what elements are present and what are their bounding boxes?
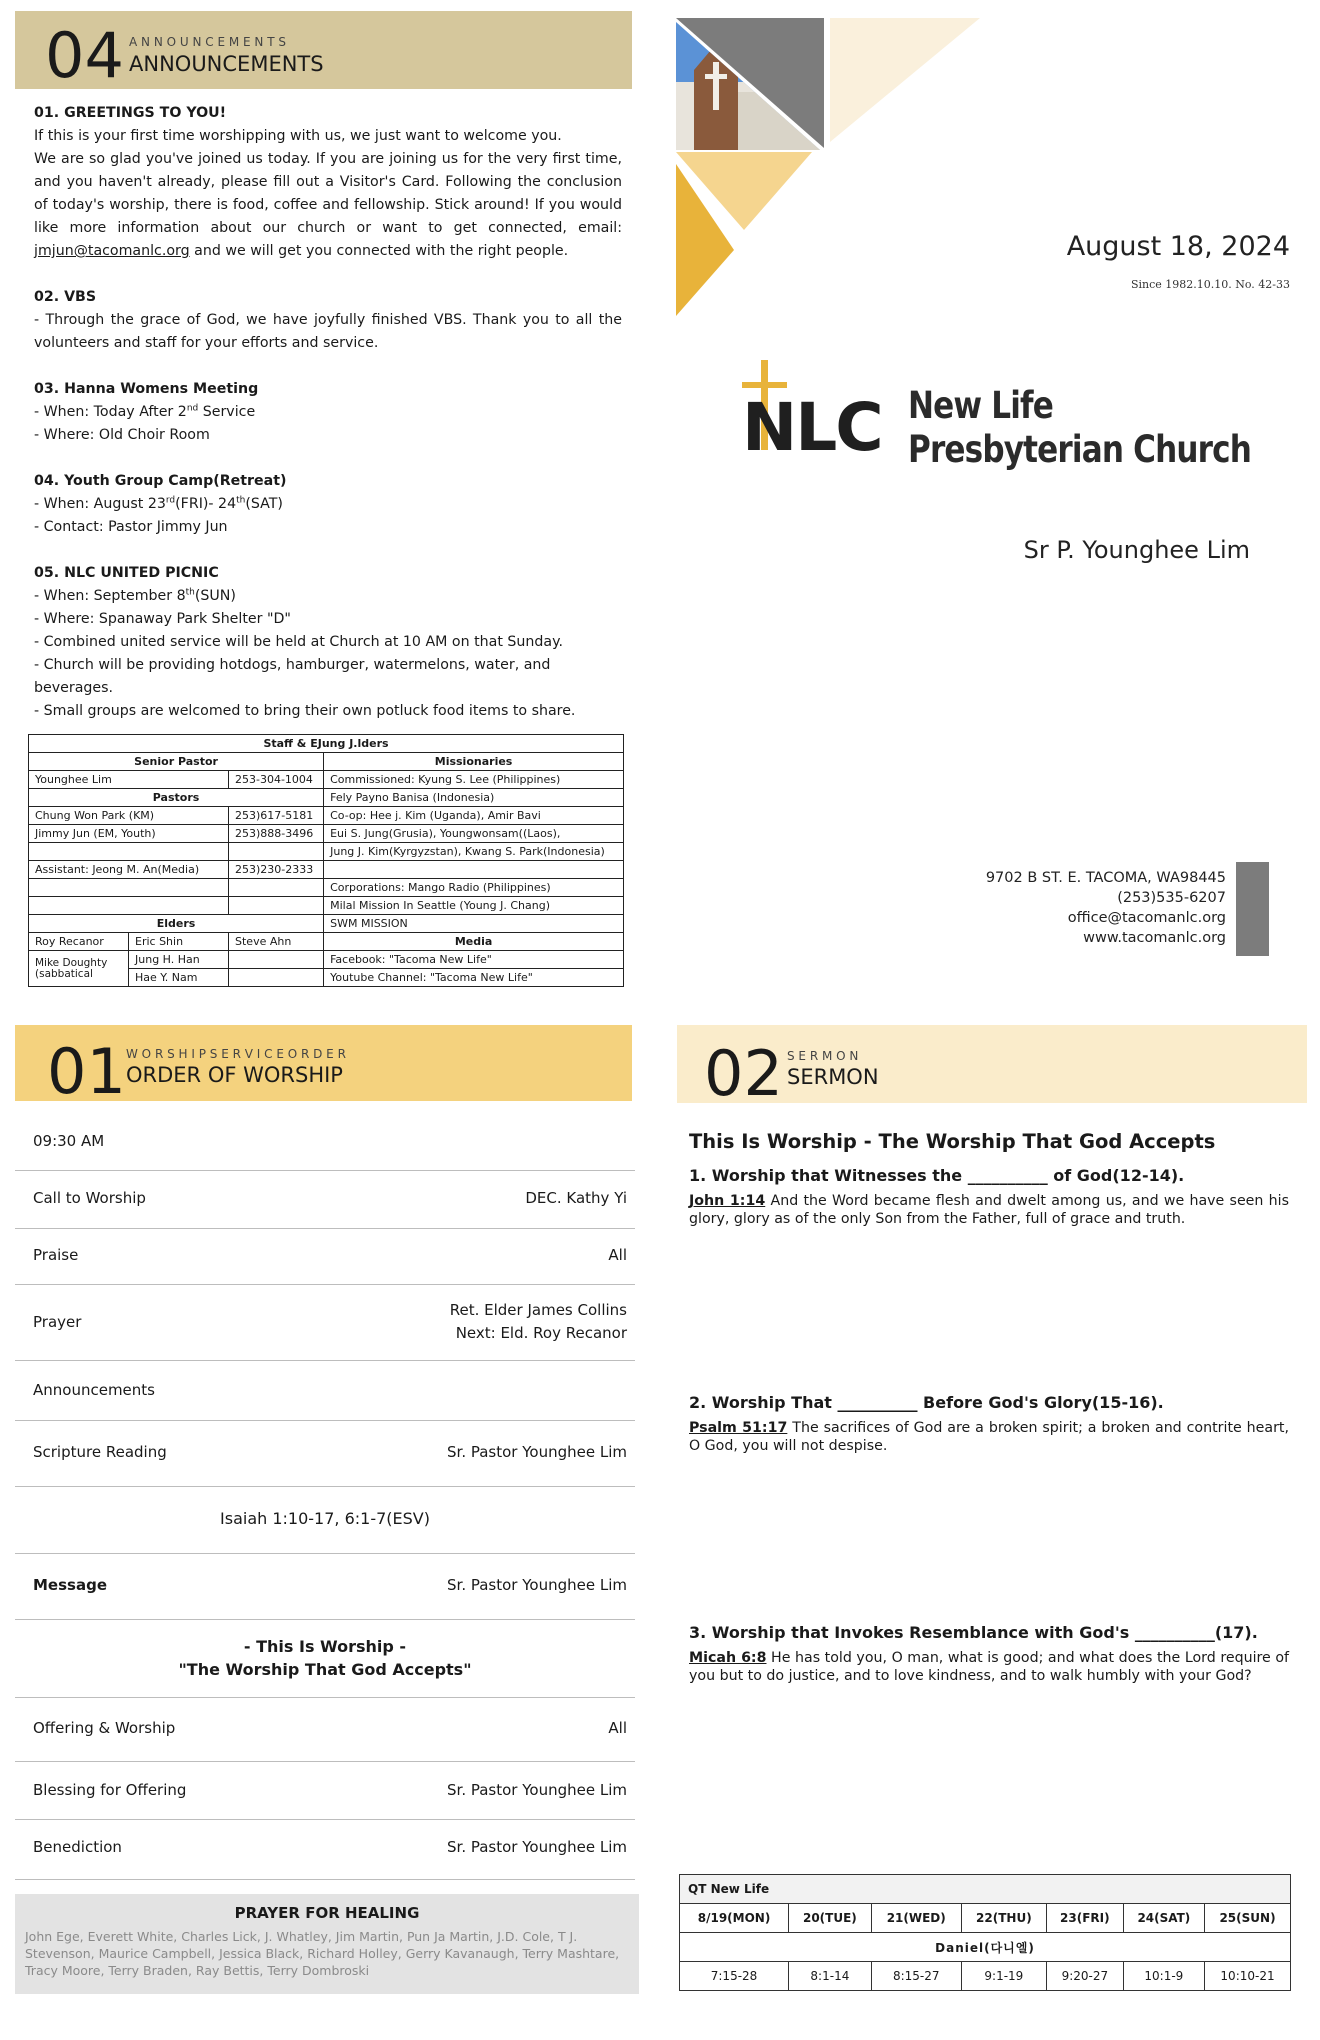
worship-item-leader: All: [608, 1246, 627, 1264]
media-channel: Youtube Channel: "Tacoma New Life": [324, 969, 624, 987]
announcements-section-number: 04: [45, 19, 124, 92]
sermon-point-verse: Micah 6:8 He has told you, O man, what is good; and what does the Lord require of you but to do justice, and to love kindness, and to walk humbly with your God?: [689, 1650, 1290, 1684]
pastor-phone: 253)617-5181: [229, 807, 324, 825]
bulletin-since: Since 1982.10.10. No. 42-33: [1130, 278, 1290, 291]
qt-passage: 8:1-14: [789, 1962, 872, 1991]
elder-name: Hae Y. Nam: [129, 969, 229, 987]
qt-passage: 9:1-19: [961, 1962, 1046, 1991]
announcements-section-label: A N N O U N C E M E N T S: [129, 35, 286, 49]
worship-item-leader: DEC. Kathy Yi: [525, 1189, 627, 1207]
announcement-text: If this is your first time worshipping with us, we just want to welcome you.: [34, 128, 562, 144]
logo-cross-horizontal: [742, 382, 787, 388]
announcement-vbs: [34, 286, 622, 355]
worship-item-message: [15, 1554, 635, 1620]
worship-item-leader: All: [608, 1719, 627, 1737]
sermon-title: This Is Worship - The Worship That God Accepts: [689, 1130, 1216, 1153]
assistant-name: Assistant: Jeong M. An(Media): [29, 861, 229, 879]
media-channel: Facebook: "Tacoma New Life": [324, 951, 624, 969]
senior-pastor-name-cover: Sr P. Younghee Lim: [1023, 536, 1250, 564]
announcements-list: [34, 102, 622, 746]
elders-header: Elders: [29, 915, 324, 933]
worship-item-label: Prayer: [33, 1313, 82, 1331]
contact-accent-bar: [1236, 862, 1269, 956]
senior-pastor-name: Younghee Lim: [29, 771, 229, 789]
worship-item-label: Scripture Reading: [33, 1443, 167, 1461]
pastor-name: Jimmy Jun (EM, Youth): [29, 825, 229, 843]
worship-item-label: Praise: [33, 1246, 79, 1264]
elder-name: Jung H. Han: [129, 951, 229, 969]
worship-item-praise: [15, 1229, 635, 1285]
announcement-text: - Through the grace of God, we have joyfully finished VBS. Thank you to all the volunteers and staff for your efforts and service.: [34, 312, 622, 351]
announcement-hanna-womens-meeting: [34, 378, 622, 447]
church-address: 9702 B ST. E. TACOMA, WA98445: [985, 870, 1226, 886]
qt-passage: 10:1-9: [1123, 1962, 1204, 1991]
bulletin-date: August 18, 2024: [1066, 231, 1290, 262]
worship-item-leader: Sr. Pastor Younghee Lim: [447, 1576, 627, 1594]
sermon-header-band: [677, 1025, 1307, 1110]
worship-item-label: Announcements: [33, 1381, 155, 1399]
staff-table: [28, 734, 624, 987]
senior-pastor-header: Senior Pastor: [29, 753, 324, 771]
sermon-point-verse: Psalm 51:17 The sacrifices of God are a broken spirit; a broken and contrite heart, O God, you will not despise.: [689, 1420, 1289, 1454]
qt-day: 20(TUE): [789, 1904, 872, 1933]
missionary: Commissioned: Kyung S. Lee (Philippines): [324, 771, 624, 789]
worship-item-leader: Sr. Pastor Younghee Lim: [447, 1781, 627, 1799]
qt-day: 22(THU): [961, 1904, 1046, 1933]
prayer-for-healing-box: [15, 1894, 639, 1994]
sermon-section-title: SERMON: [787, 1065, 879, 1089]
church-building-photo: [676, 22, 820, 150]
qt-passage: 9:20-27: [1046, 1962, 1123, 1991]
prayer-for-healing-names: John Ege, Everett White, Charles Lick, J. Whatley, Jim Martin, Pun Ja Martin, J.D. Cole, T J. Stevenson, Maurice Campbell, Jessica Black, Richard Holley, Gerry Kavanaugh, Terry Mashtare, Tracy Moore, Terry Braden, Ray Bettis, Terry Dombroski: [25, 1929, 620, 1978]
qt-day: 25(SUN): [1205, 1904, 1291, 1933]
sermon-point-verse: John 1:14 And the Word became flesh and dwelt among us, and we have seen his glory, glory as of the only Son from the Father, full of grace and truth.: [689, 1193, 1289, 1227]
worship-item-blessing: [15, 1762, 635, 1820]
worship-item-announcements: [15, 1361, 635, 1421]
announcement-when: - When: Today After 2nd Service: [34, 403, 256, 420]
contact-email-link[interactable]: jmjun@tacomanlc.org: [34, 243, 190, 259]
announcement-picnic: [34, 562, 622, 723]
church-email[interactable]: office@tacomanlc.org: [1067, 910, 1226, 926]
announcement-greetings: [34, 102, 622, 263]
worship-item-leader: Sr. Pastor Younghee Lim: [447, 1838, 627, 1856]
qt-book: Daniel(다니엘): [680, 1933, 1291, 1962]
elder-name: Roy Recanor: [29, 933, 129, 951]
announcement-when: - When: August 23rd(FRI)- 24th(SAT): [34, 495, 283, 512]
missionary: Milal Mission In Seattle (Young J. Chang): [324, 897, 624, 915]
prayer-for-healing-title: PRAYER FOR HEALING: [234, 1904, 420, 1922]
announcements-header-band: [15, 11, 632, 92]
elder-name: Steve Ahn: [229, 933, 324, 951]
announcement-youth-camp: [34, 470, 622, 539]
worship-item-label: Call to Worship: [33, 1189, 146, 1207]
announcement-text: - Small groups are welcomed to bring their own potluck food items to share.: [34, 703, 576, 719]
qt-reading-table: [679, 1874, 1291, 1991]
pastor-phone: 253)888-3496: [229, 825, 324, 843]
scripture-passage: Isaiah 1:10-17, 6:1-7(ESV): [220, 1509, 430, 1528]
worship-item-leader: Sr. Pastor Younghee Lim: [447, 1443, 627, 1461]
worship-section-number: 01: [47, 1035, 126, 1108]
sermon-point-heading: 2. Worship That __________ Before God's Glory(15-16).: [689, 1393, 1164, 1412]
pastor-name: Chung Won Park (KM): [29, 807, 229, 825]
worship-section-title: ORDER OF WORSHIP: [126, 1063, 343, 1087]
church-website[interactable]: www.tacomanlc.org: [1083, 930, 1226, 946]
sermon-title-in-order: - This Is Worship - "The Worship That God Accepts": [178, 1637, 472, 1679]
announcement-text: - Combined united service will be held at Church at 10 AM on that Sunday.: [34, 634, 563, 650]
announcement-title: 04. Youth Group Camp(Retreat): [34, 473, 287, 489]
announcement-where: - Where: Old Choir Room: [34, 427, 210, 443]
elder-name: Eric Shin: [129, 933, 229, 951]
sermon-section-number: 02: [704, 1037, 783, 1110]
announcement-title: 05. NLC UNITED PICNIC: [34, 565, 219, 581]
announcements-section-title: ANNOUNCEMENTS: [129, 52, 324, 76]
worship-item-leader: Ret. Elder James Collins Next: Eld. Roy Recanor: [449, 1301, 627, 1342]
worship-item-scripture: [15, 1421, 635, 1487]
sermon-point-heading: 1. Worship that Witnesses the __________ of God(12-14).: [689, 1166, 1185, 1185]
announcement-contact: - Contact: Pastor Jimmy Jun: [34, 519, 228, 535]
elder-name-doughty: Mike Doughty (sabbatical: [29, 951, 129, 987]
announcement-text: - Church will be providing hotdogs, hamburger, watermelons, water, and beverages.: [34, 657, 551, 696]
church-logo: NLC: [742, 389, 882, 466]
senior-pastor-phone: 253-304-1004: [229, 771, 324, 789]
worship-item-label: Blessing for Offering: [33, 1781, 187, 1799]
qt-passage: 8:15-27: [871, 1962, 961, 1991]
qt-passage: 7:15-28: [680, 1962, 789, 1991]
worship-item-label: Message: [33, 1576, 107, 1594]
pastors-header: Pastors: [29, 789, 324, 807]
sermon-point-heading: 3. Worship that Invokes Resemblance with God's __________(17).: [689, 1623, 1258, 1642]
announcement-title: 03. Hanna Womens Meeting: [34, 381, 259, 397]
church-contact-info: [900, 868, 1226, 948]
worship-item-offering: [15, 1698, 635, 1762]
missionary: Jung J. Kim(Kyrgyzstan), Kwang S. Park(Indonesia): [324, 843, 624, 861]
worship-scripture-passage-row: [15, 1487, 635, 1554]
staff-table-title: Staff & EJung J.lders: [29, 735, 624, 753]
worship-item-label: Offering & Worship: [33, 1719, 176, 1737]
qt-passage: 10:10-21: [1205, 1962, 1291, 1991]
media-header: Media: [324, 933, 624, 951]
announcement-title: 01. GREETINGS TO YOU!: [34, 105, 227, 121]
qt-day: 8/19(MON): [680, 1904, 789, 1933]
missionary: [324, 861, 624, 879]
announcement-title: 02. VBS: [34, 289, 97, 305]
missionary: Co-op: Hee j. Kim (Uganda), Amir Bavi: [324, 807, 624, 825]
missionary: Eui S. Jung(Grusia), Youngwonsam((Laos),: [324, 825, 624, 843]
missionary: Corporations: Mango Radio (Philippines): [324, 879, 624, 897]
announcement-text: We are so glad you've joined us today. If you are joining us for the very first time, and you haven't already, please fill out a Visitor's Card. Following the conclusion of today's worship, there is food, coffee and fellowship. Stick around! If you would like more information about our church or want to get connected, email: jmjun@tacomanlc.org and we will get you connected with the right people.: [34, 151, 622, 259]
church-phone: (253)535-6207: [1117, 890, 1226, 906]
qt-day: 21(WED): [871, 1904, 961, 1933]
church-name: New Life Presbyterian Church: [908, 384, 1252, 471]
worship-header-band: [15, 1025, 632, 1108]
announcement-when: - When: September 8th(SUN): [34, 587, 236, 604]
worship-time: 09:30 AM: [33, 1132, 105, 1150]
qt-day: 24(SAT): [1123, 1904, 1204, 1933]
missionary: SWM MISSION: [324, 915, 624, 933]
missionary: Fely Payno Banisa (Indonesia): [324, 789, 624, 807]
missionaries-header: Missionaries: [324, 753, 624, 771]
sermon-section-label: S E R M O N: [787, 1049, 859, 1063]
worship-section-label: W O R S H I P S E R V I C E O R D E R: [126, 1047, 346, 1061]
assistant-phone: 253)230-2333: [229, 861, 324, 879]
worship-item-benediction: [15, 1820, 635, 1880]
worship-item-label: Benediction: [33, 1838, 122, 1856]
worship-item-prayer: [15, 1285, 635, 1361]
announcement-where: - Where: Spanaway Park Shelter "D": [34, 611, 291, 627]
worship-sermon-title-row: [15, 1620, 635, 1698]
worship-time-row: [15, 1116, 635, 1171]
qt-day: 23(FRI): [1046, 1904, 1123, 1933]
qt-title: QT New Life: [680, 1875, 1291, 1904]
worship-item-call: [15, 1171, 635, 1229]
